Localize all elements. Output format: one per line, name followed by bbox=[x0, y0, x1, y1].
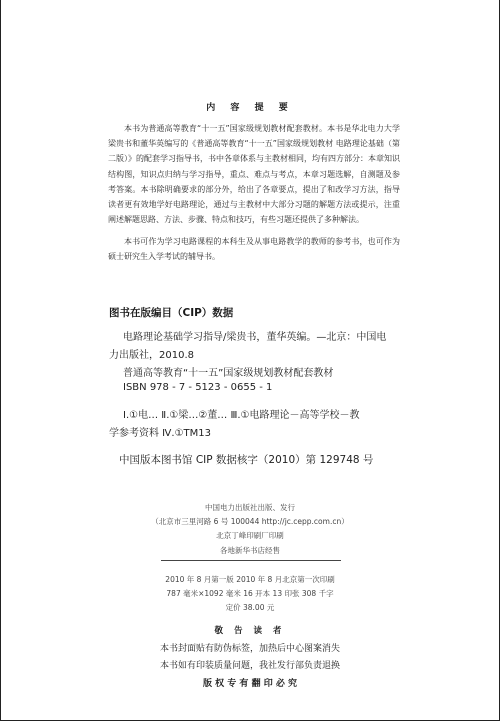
cip-record-number: 中国版本图书馆 CIP 数据核字（2010）第 129748 号 bbox=[119, 454, 374, 466]
summary-title: 内 容 提 要 bbox=[206, 103, 294, 113]
distributor-line: 各地新华书店经售 bbox=[220, 546, 280, 555]
cip-series-line: 普通高等教育“十一五”国家级规划教材配套教材 bbox=[123, 368, 334, 379]
notice-anticounterfeit: 本书封面贴有防伪标签，加热后中心图案消失 bbox=[159, 644, 340, 654]
notice-title: 敬 告 读 者 bbox=[214, 626, 286, 636]
cip-subject-line: Ⅰ.①电… Ⅱ.①梁…②董… Ⅲ.①电路理论－高等学校－教 bbox=[123, 410, 360, 421]
price-line: 定价 38.00 元 bbox=[225, 603, 275, 612]
cip-publisher-line: 力出版社，2010.8 bbox=[109, 350, 194, 361]
divider bbox=[161, 560, 341, 561]
summary-paragraph-1: 本书为普通高等教育“十一五”国家级规划教材配套教材。本书是华北电力大学梁贵书和董华英编写的《普通高等教育“十一五”国家级规划教材 电路理论基础（第二版）》的配套学习指导书，书中各章体系与主教材相同，均有四方部分：本章知识结构图，知识点归纳与学习指导，重点、难点与考点，本章习题选解，自测题及参考答案。本书除明确要求的部分外，给出了各章要点，提出了和改学习方法，指导读者更有效地学好电路理论，通过与主教材中大部分习题的解题方法或提示，注重阐述解题思路、方法、步骤、特点和技巧，有些习题还提供了多种解法。 bbox=[108, 124, 400, 225]
summary-paragraph-2: 本书可作为学习电路课程的本科生及从事电路教学的教师的参考书，也可作为硕士研究生入学考试的辅导书。 bbox=[108, 237, 400, 262]
publisher-line: 中国电力出版社出版、发行 bbox=[205, 503, 295, 512]
cip-title-line: 电路理论基础学习指导/梁贵书，董华英编。—北京：中国电 bbox=[123, 332, 387, 343]
notice-copyright: 版 权 专 有 翻 印 必 究 bbox=[203, 679, 297, 689]
notice-quality: 本书如有印装质量问题，我社发行部负责退换 bbox=[159, 661, 340, 671]
cip-classification-line: 学参考资料 Ⅳ.①TM13 bbox=[109, 428, 212, 439]
publisher-address: （北京市三里河路 6 号 100044 http://jc.cepp.com.cn） bbox=[151, 517, 349, 526]
cip-heading: 图书在版编目（CIP）数据 bbox=[109, 307, 234, 319]
format-line: 787 毫米×1092 毫米 16 开本 13 印张 308 千字 bbox=[166, 589, 334, 598]
printer-line: 北京丁峰印刷厂印刷 bbox=[216, 531, 284, 540]
cip-isbn-line: ISBN 978 - 7 - 5123 - 0655 - 1 bbox=[123, 382, 273, 393]
edition-line: 2010 年 8 月第一版 2010 年 8 月北京第一次印刷 bbox=[165, 575, 335, 584]
